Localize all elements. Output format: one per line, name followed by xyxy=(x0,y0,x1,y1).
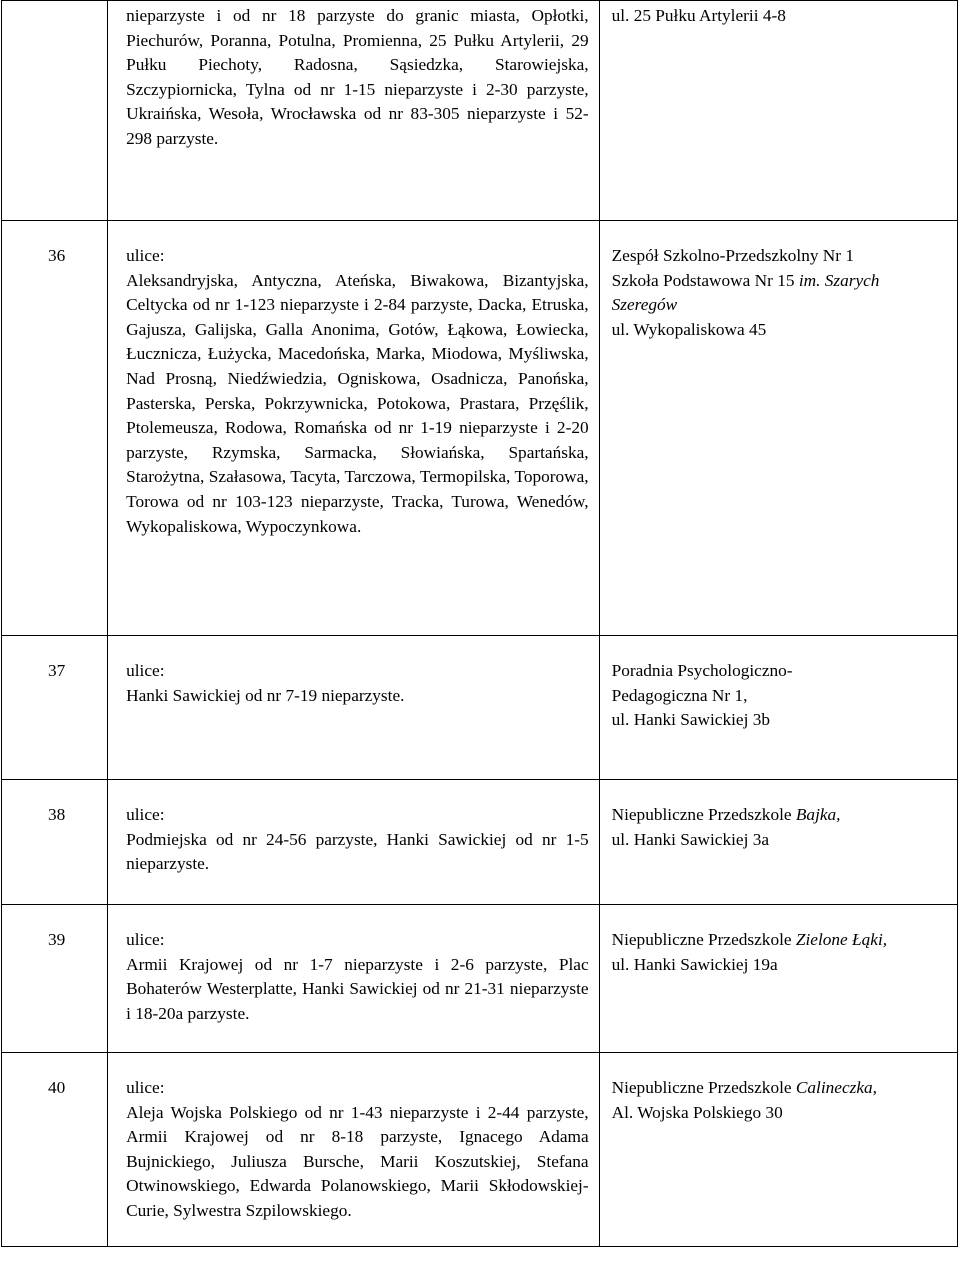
school-line: Niepubliczne Przedszkole xyxy=(611,805,796,824)
streets-cell xyxy=(108,636,600,780)
school-patron: im. Szarych Szeregów xyxy=(611,270,880,315)
district-number-cell xyxy=(2,780,108,905)
table-row xyxy=(2,636,958,780)
streets-text: Hanki Sawickiej od nr 7-19 nieparzyste. xyxy=(126,685,405,705)
school-address: ul. Hanki Sawickiej 3a xyxy=(611,829,770,849)
district-number: 36 xyxy=(48,246,66,265)
school-cell xyxy=(599,1,957,221)
district-number xyxy=(2,1,107,19)
school-line: Zespół Szkolno-Przedszkolny Nr 1 xyxy=(611,246,854,265)
school-cell xyxy=(599,780,957,905)
school-address: Al. Wojska Polskiego 30 xyxy=(611,1102,783,1122)
table-row xyxy=(2,1,958,221)
district-number: 38 xyxy=(48,805,66,824)
school-line: Pedagogiczna Nr 1, xyxy=(611,685,748,705)
streets-label: ulice: xyxy=(126,1078,165,1097)
streets-block xyxy=(108,905,599,1048)
streets-text: Aleja Wojska Polskiego od nr 1-43 nieparzyste i 2-44 parzyste, Armii Krajowej od nr 8-18 parzyste, Ignacego Adama Bujnickiego, Juliusza Bursche, Marii Koszutskiej, Stefana Otwinowskiego, Edwarda Polanowskiego, Marii Skłodowskiej-Curie, Sylwestra Szpilowskiego. xyxy=(126,1102,589,1220)
school-info xyxy=(600,636,957,755)
streets-label: ulice: xyxy=(126,246,165,265)
table-row xyxy=(2,221,958,636)
streets-block xyxy=(108,1053,599,1246)
school-address: ul. Wykopaliskowa 45 xyxy=(611,319,767,339)
school-address: ul. Hanki Sawickiej 19a xyxy=(611,954,778,974)
streets-block xyxy=(108,780,599,899)
table-row xyxy=(2,780,958,905)
school-info xyxy=(600,1,957,51)
streets-block xyxy=(108,636,599,730)
district-number-cell xyxy=(2,1,108,221)
streets-text: nieparzyste i od nr 18 parzyste do granic miasta, Opłotki, Piechurów, Poranna, Potulna, Promienna, 25 Pułku Artylerii, 29 Pułku Piechoty, Radosna, Sąsiedzka, Starowiejska, Szczypiornicka, Tylna od nr 1-15 nieparzyste i 2-30 parzyste, Ukraińska, Wesoła, Wrocławska od nr 83-305 nieparzyste i 52-298 parzyste. xyxy=(126,6,589,148)
school-name-italic: Zielone Łąki, xyxy=(795,930,888,949)
school-line: ul. 25 Pułku Artylerii 4-8 xyxy=(611,6,786,25)
school-cell xyxy=(599,636,957,780)
school-name-italic: Bajka, xyxy=(795,805,841,824)
school-info xyxy=(600,780,957,874)
streets-cell xyxy=(108,221,600,636)
streets-label: ulice: xyxy=(126,805,165,824)
school-line: Poradnia Psychologiczno- xyxy=(611,661,793,680)
school-line: Niepubliczne Przedszkole xyxy=(611,930,796,949)
streets-label: ulice: xyxy=(126,661,165,680)
streets-cell xyxy=(108,1,600,221)
table-row xyxy=(2,1053,958,1247)
district-number: 39 xyxy=(48,930,66,949)
district-number-cell xyxy=(2,636,108,780)
streets-cell xyxy=(108,905,600,1053)
district-number-cell xyxy=(2,1053,108,1247)
streets-cell xyxy=(108,1053,600,1247)
district-number-cell xyxy=(2,905,108,1053)
school-name-italic: Calineczka, xyxy=(795,1078,877,1097)
table-row xyxy=(2,905,958,1053)
school-info xyxy=(600,1053,957,1147)
streets-label: ulice: xyxy=(126,930,165,949)
district-number: 37 xyxy=(48,661,66,680)
school-cell xyxy=(599,905,957,1053)
district-number-cell xyxy=(2,221,108,636)
district-number: 40 xyxy=(48,1078,66,1097)
school-info xyxy=(600,221,957,364)
streets-cell xyxy=(108,780,600,905)
school-address: ul. Hanki Sawickiej 3b xyxy=(611,710,770,730)
streets-text: Aleksandryjska, Antyczna, Ateńska, Biwakowa, Bizantyjska, Celtycka od nr 1-123 nieparzyste i 2-84 parzyste, Dacka, Etruska, Gajusza, Galijska, Galla Anonima, Gotów, Łąkowa, Łowiecka, Łucznicza, Łużycka, Macedońska, Marka, Miodowa, Myśliwska, Nad Prosną, Niedźwiedzia, Ogniskowa, Osadnicza, Panońska, Pasterska, Perska, Pokrzywnicka, Potokowa, Prastara, Przęślik, Ptolemeusza, Rodowa, Romańska od nr 1-19 nieparzyste i 2-20 parzyste, Rzymska, Sarmacka, Słowiańska, Spartańska, Starożytna, Szałasowa, Tacyta, Tarczowa, Termopilska, Toporowa, Torowa od nr 103-123 nieparzyste, Tracka, Turowa, Wenedów, Wykopaliskowa, Wypoczynkowa. xyxy=(126,270,589,536)
district-table xyxy=(1,0,958,1247)
school-line: Niepubliczne Przedszkole xyxy=(611,1078,796,1097)
school-cell xyxy=(599,1053,957,1247)
streets-text: Armii Krajowej od nr 1-7 nieparzyste i 2-6 parzyste, Plac Bohaterów Westerplatte, Hanki Sawickiej od nr 21-31 nieparzyste i 18-20a parzyste. xyxy=(126,954,589,1023)
school-line: Szkoła Podstawowa Nr 15 xyxy=(611,270,799,290)
streets-block xyxy=(108,221,599,561)
streets-text: Podmiejska od nr 24-56 parzyste, Hanki Sawickiej od nr 1-5 nieparzyste. xyxy=(126,829,589,874)
school-cell xyxy=(599,221,957,636)
school-info xyxy=(600,905,957,999)
